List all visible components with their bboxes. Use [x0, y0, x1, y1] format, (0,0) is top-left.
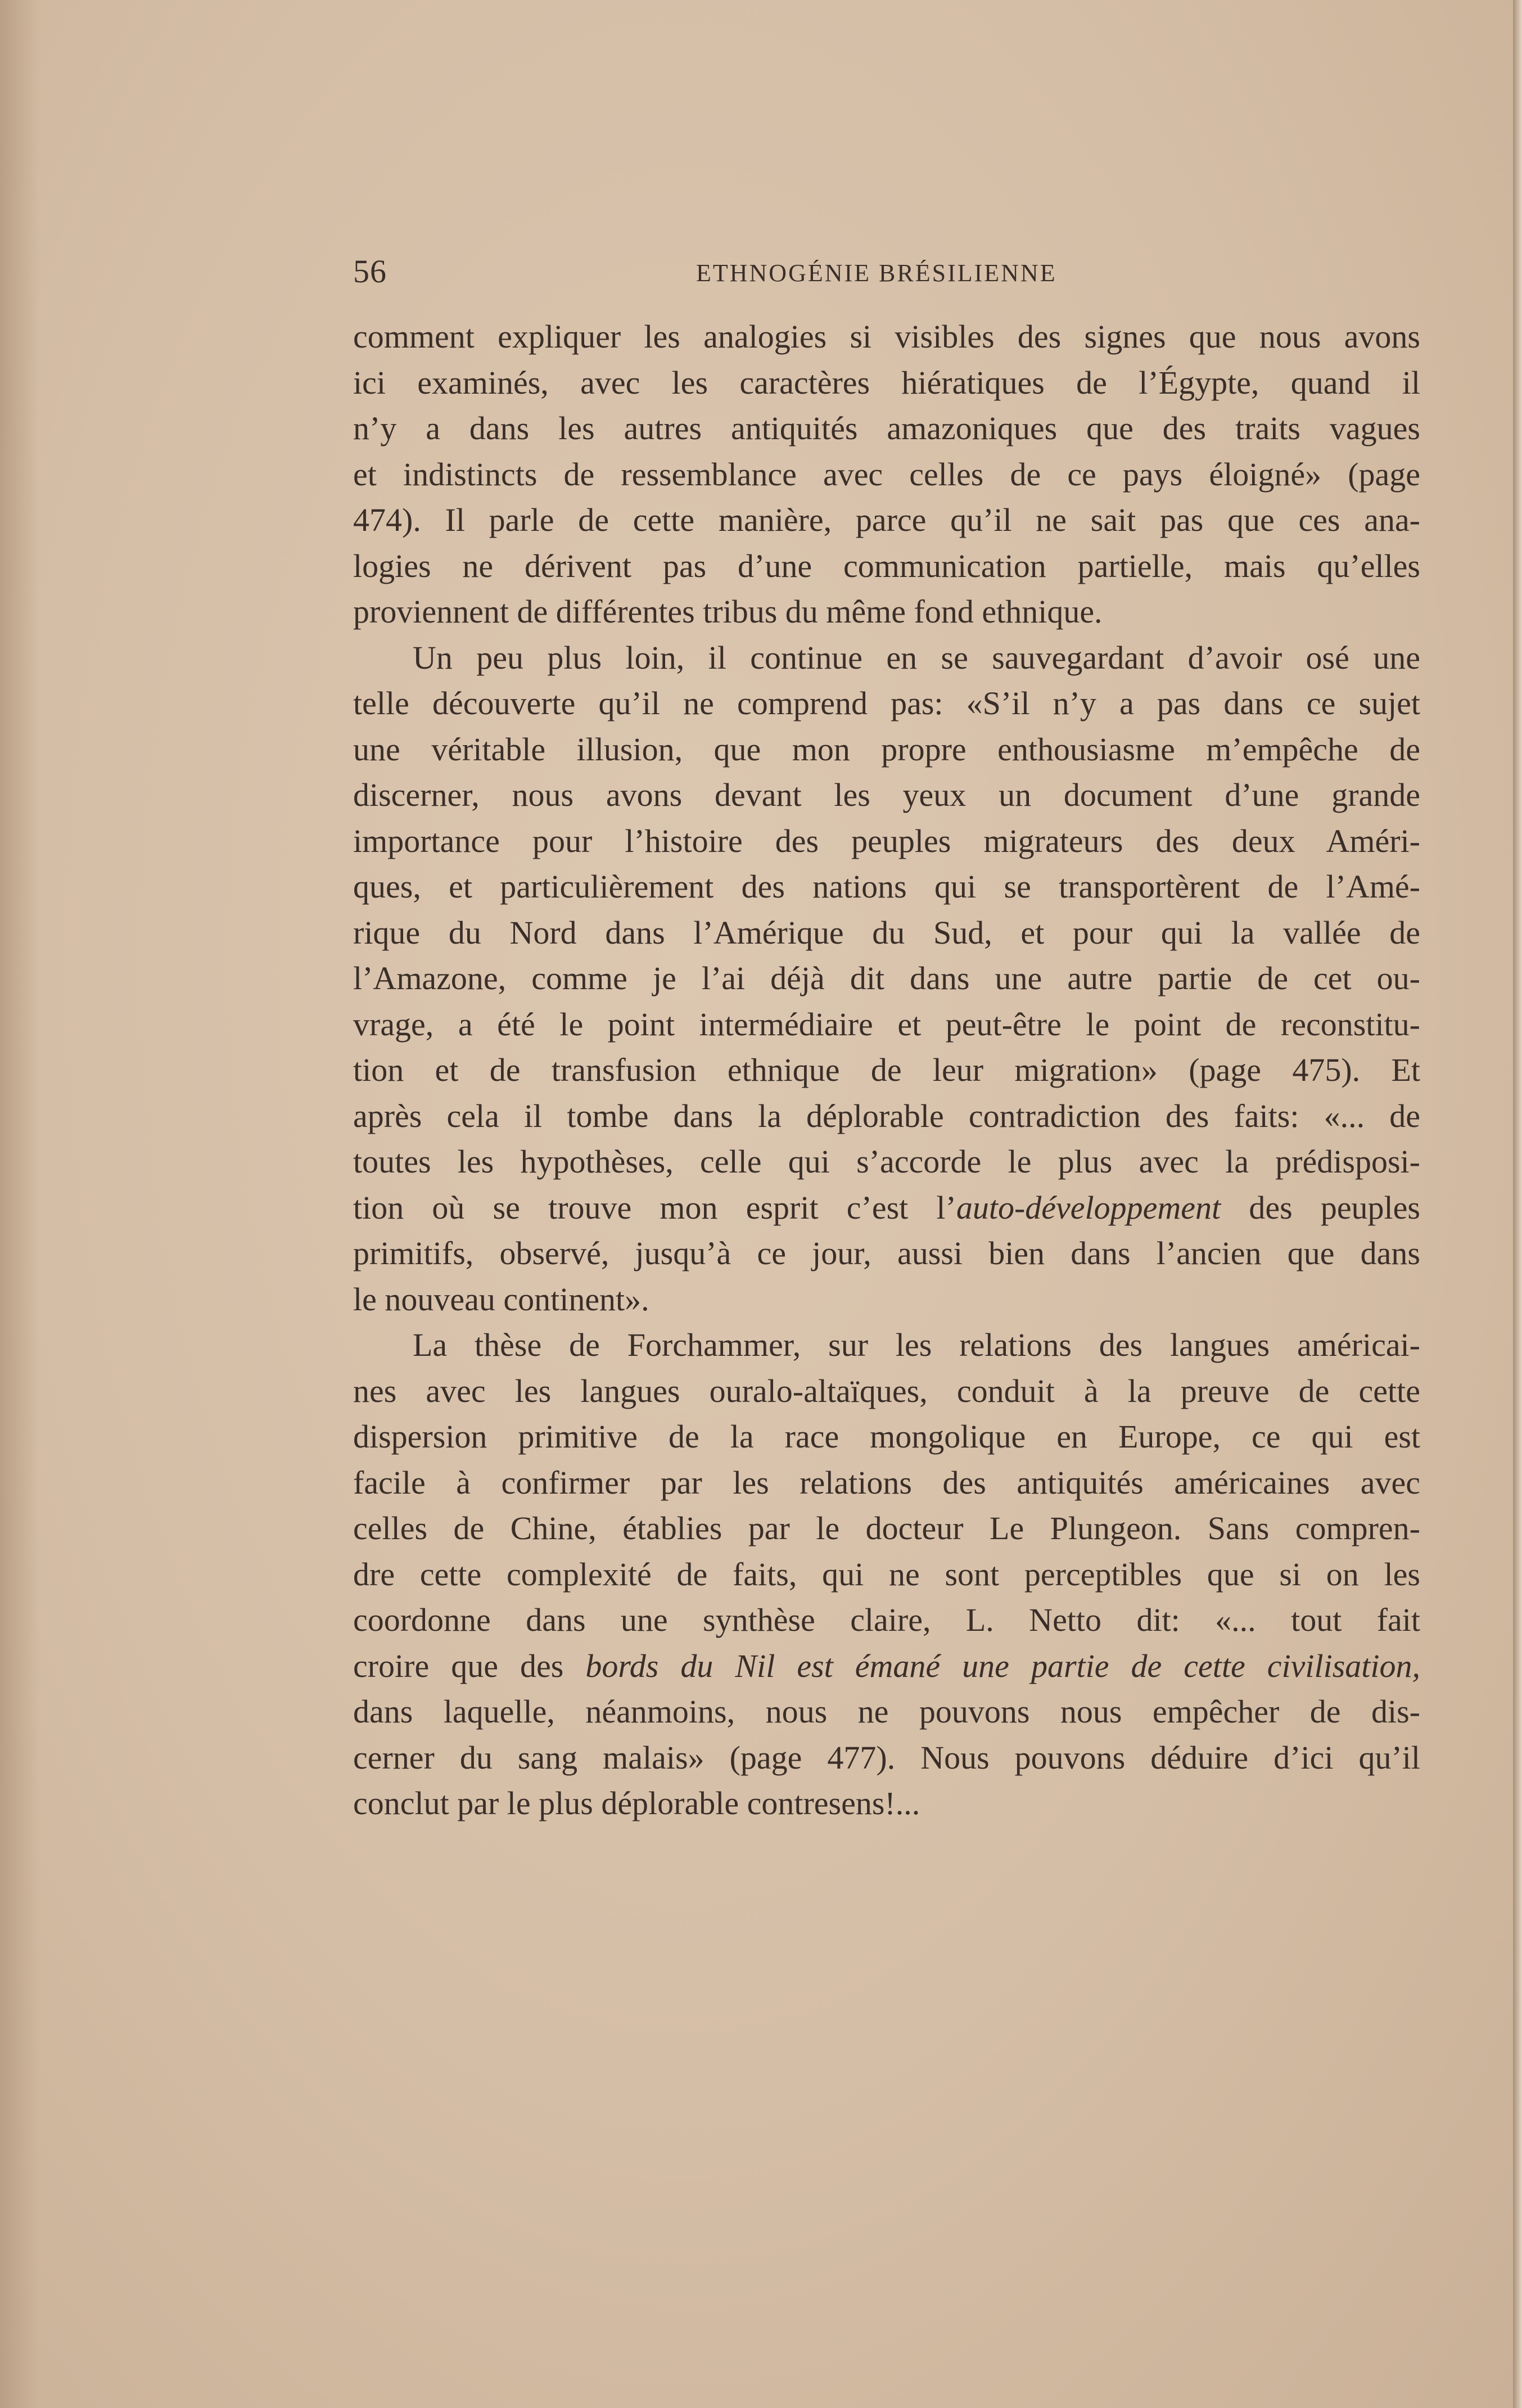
body-text: [353, 314, 1420, 1827]
page-header: [353, 252, 1420, 291]
text-line: dans laquelle, néanmoins, nous ne pouvons nous empêcher de dis-: [353, 1693, 1420, 1730]
text-line: facile à confirmer par les relations des antiquités américaines avec: [353, 1464, 1420, 1501]
page-edge-shadow-left: [0, 0, 39, 2408]
text-line: toutes les hypothèses, celle qui s’accorde le plus avec la prédisposi-: [353, 1143, 1420, 1180]
text-run: tion où se trouve mon esprit c’est l’: [353, 1189, 956, 1226]
text-line: tion et de transfusion ethnique de leur migration» (page 475). Et: [353, 1052, 1420, 1088]
italic-phrase: bords du Nil est émané une partie de cette civilisation,: [585, 1647, 1420, 1684]
text-line: La thèse de Forchammer, sur les relations des langues américai-: [413, 1327, 1420, 1363]
text-line: 474). Il parle de cette manière, parce qu’il ne sait pas que ces ana-: [353, 502, 1420, 538]
text-line: n’y a dans les autres antiquités amazoniques que des traits vagues: [353, 410, 1420, 447]
text-line: importance pour l’histoire des peuples migrateurs des deux Améri-: [353, 822, 1420, 859]
paragraph: [353, 635, 1420, 1323]
text-line: le nouveau continent».: [353, 1280, 649, 1318]
text-line: nes avec les langues ouralo-altaïques, conduit à la preuve de cette: [353, 1372, 1420, 1409]
text-line: coordonne dans une synthèse claire, L. Netto dit: «... tout fait: [353, 1602, 1420, 1638]
text-line: et indistincts de ressemblance avec celles de ce pays éloigné» (page: [353, 456, 1420, 493]
text-line: discerner, nous avons devant les yeux un document d’une grande: [353, 777, 1420, 813]
text-line: ici examinés, avec les caractères hiératiques de l’Égypte, quand il: [353, 364, 1420, 401]
text-line: ques, et particulièrement des nations qui se transportèrent de l’Amé-: [353, 868, 1420, 905]
text-line: proviennent de différentes tribus du même fond ethnique.: [353, 593, 1103, 630]
text-line-with-italic: [353, 1185, 1420, 1231]
page-edge-shadow-right: [1513, 0, 1522, 2408]
text-run: des peuples: [1221, 1189, 1420, 1226]
text-run: croire que des: [353, 1647, 586, 1684]
text-line: cerner du sang malais» (page 477). Nous pouvons déduire d’ici qu’il: [353, 1739, 1420, 1776]
text-line: dispersion primitive de la race mongolique en Europe, ce qui est: [353, 1418, 1420, 1455]
running-title: ETHNOGÉNIE BRÉSILIENNE: [696, 259, 1057, 287]
text-line: telle découverte qu’il ne comprend pas: «S’il n’y a pas dans ce sujet: [353, 685, 1420, 722]
text-line: logies ne dérivent pas d’une communication partielle, mais qu’elles: [353, 547, 1420, 584]
text-line: une véritable illusion, que mon propre enthousiasme m’empêche de: [353, 730, 1420, 768]
text-line: rique du Nord dans l’Amérique du Sud, et pour qui la vallée de: [353, 914, 1420, 951]
text-line: conclut par le plus déplorable contresens!...: [353, 1785, 920, 1821]
text-line: celles de Chine, établies par le docteur Le Plungeon. Sans compren-: [353, 1510, 1420, 1546]
text-line: vrage, a été le point intermédiaire et peut-être le point de reconstitu-: [353, 1005, 1420, 1043]
text-line: comment expliquer les analogies si visibles des signes que nous avons: [353, 318, 1420, 355]
paragraph: [353, 314, 1420, 635]
text-line: primitifs, observé, jusqu’à ce jour, aussi bien dans l’ancien que dans: [353, 1235, 1420, 1271]
text-line-with-italic: [353, 1643, 1420, 1689]
paragraph: [353, 1322, 1420, 1827]
text-line: dre cette complexité de faits, qui ne sont perceptibles que si on les: [353, 1555, 1420, 1593]
text-line: l’Amazone, comme je l’ai déjà dit dans une autre partie de cet ou-: [353, 960, 1420, 996]
italic-term: auto-développement: [956, 1189, 1221, 1226]
text-line: après cela il tombe dans la déplorable contradiction des faits: «... de: [353, 1097, 1420, 1134]
text-line: Un peu plus loin, il continue en se sauvegardant d’avoir osé une: [413, 639, 1420, 676]
page-number: 56: [353, 253, 387, 290]
